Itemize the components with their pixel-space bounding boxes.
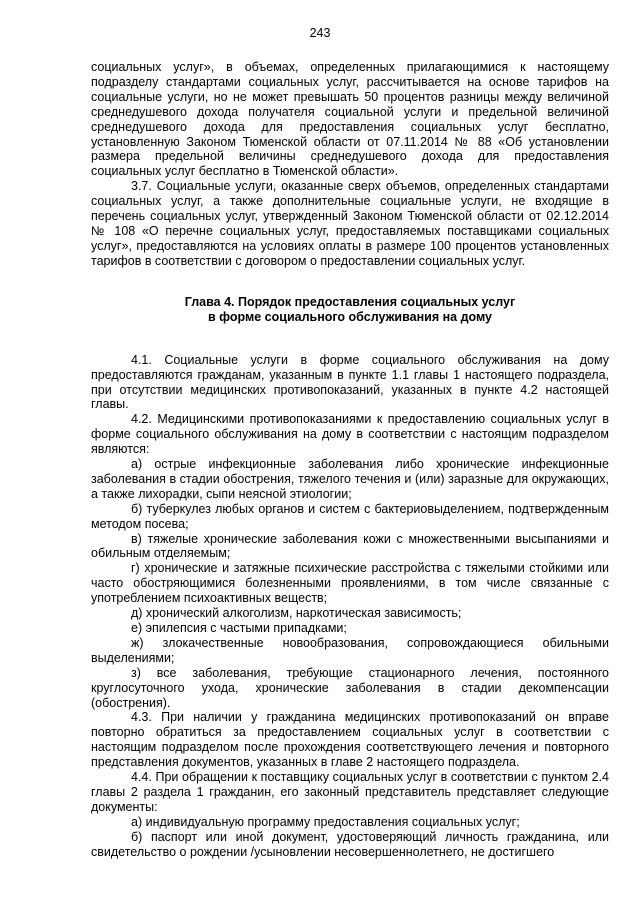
paragraph-3-7: 3.7. Социальные услуги, оказанные сверх объемов, определенных стандартами социальных услуг, а также дополнительные социальные услуги, не входящие в перечень социальных услуг, утвержденный Законом Тюменской области от 02.12.2014 № 108 «О перечне социальных услуг, предоставляемых поставщиками социальных услуг», предоставляются на условиях оплаты в размере 100 процентов установленных тарифов в соответствии с договором о предоставлении социальных услуг. (91, 179, 609, 268)
list-item-v: в) тяжелые хронические заболевания кожи с множественными высыпаниями и обильным отделяемым; (91, 531, 609, 561)
paragraph-4-4: 4.4. При обращении к поставщику социальных услуг в соответствии с пунктом 2.4 главы 2 раздела 1 гражданин, его законный представитель представляет следующие документы: (91, 770, 609, 814)
chapter-heading (91, 295, 609, 325)
list-item-z: з) все заболевания, требующие стационарного лечения, постоянного круглосуточного ухода, хронические заболевания в стадии декомпенсации (обострения). (91, 665, 609, 710)
doc-list-item-a: а) индивидуальную программу предоставления социальных услуг; (131, 814, 520, 829)
paragraph-4-2: 4.2. Медицинскими противопоказаниями к предоставлению социальных услуг в форме социального обслуживания на дому в соответствии с настоящим подразделом являются: (91, 412, 609, 457)
list-item-a: а) острые инфекционные заболевания либо хронические инфекционные заболевания в стадии обострения, тяжелого течения и (или) заразные для окружающих, а также лихорадки, сыпи неясной этиологии; (91, 457, 609, 501)
chapter-heading-line1: Глава 4. Порядок предоставления социальных услуг (184, 294, 516, 309)
document-body (91, 60, 609, 860)
list-item-g: г) хронические и затяжные психические расстройства с тяжелыми стойкими или часто обостряющимися болезненными проявлениями, в том числе связанные с употреблением психоактивных веществ; (91, 561, 609, 606)
page-number: 243 (309, 26, 331, 40)
list-item-d: д) хронический алкоголизм, наркотическая зависимость; (131, 606, 462, 621)
paragraph-continuation: социальных услуг», в объемах, определенных прилагающимися к настоящему подразделу стандартами социальных услуг, рассчитывается на основе тарифов на социальные услуги, но не может превышать 50 процентов разницы между величиной среднедушевого дохода получателя социальной услуги и предельной величиной среднедушевого дохода для предоставления социальных услуг бесплатно, установленную Законом Тюменской области от 07.11.2014 № 88 «Об установлении размера предельной величины среднедушевого дохода для предоставления социальных услуг бесплатно в Тюменской области». (91, 60, 609, 179)
doc-list-item-b: б) паспорт или иной документ, удостоверяющий личность гражданина, или свидетельство о рождении /усыновлении несовершеннолетнего, не достигшего (91, 829, 609, 859)
paragraph-4-1: 4.1. Социальные услуги в форме социального обслуживания на дому предоставляются гражданам, указанным в пункте 1.1 главы 1 настоящего подраздела, при отсутствии медицинских противопоказаний, указанных в пункте 4.2 настоящей главы. (91, 352, 609, 412)
list-item-zh: ж) злокачественные новообразования, сопровождающиеся обильными выделениями; (91, 635, 609, 665)
paragraph-4-3: 4.3. При наличии у гражданина медицинских противопоказаний он вправе повторно обратиться за предоставлением социальных услуг в соответствии с настоящим подразделом после прохождения соответствующего лечения и повторного представления документов, указанных в главе 2 настоящего подраздела. (91, 710, 609, 770)
chapter-heading-line2: в форме социального обслуживания на дому (207, 309, 493, 324)
list-item-b: б) туберкулез любых органов и систем с бактериовыделением, подтвержденным методом посева; (91, 501, 609, 531)
list-item-e: е) эпилепсия с частыми припадками; (131, 621, 347, 635)
